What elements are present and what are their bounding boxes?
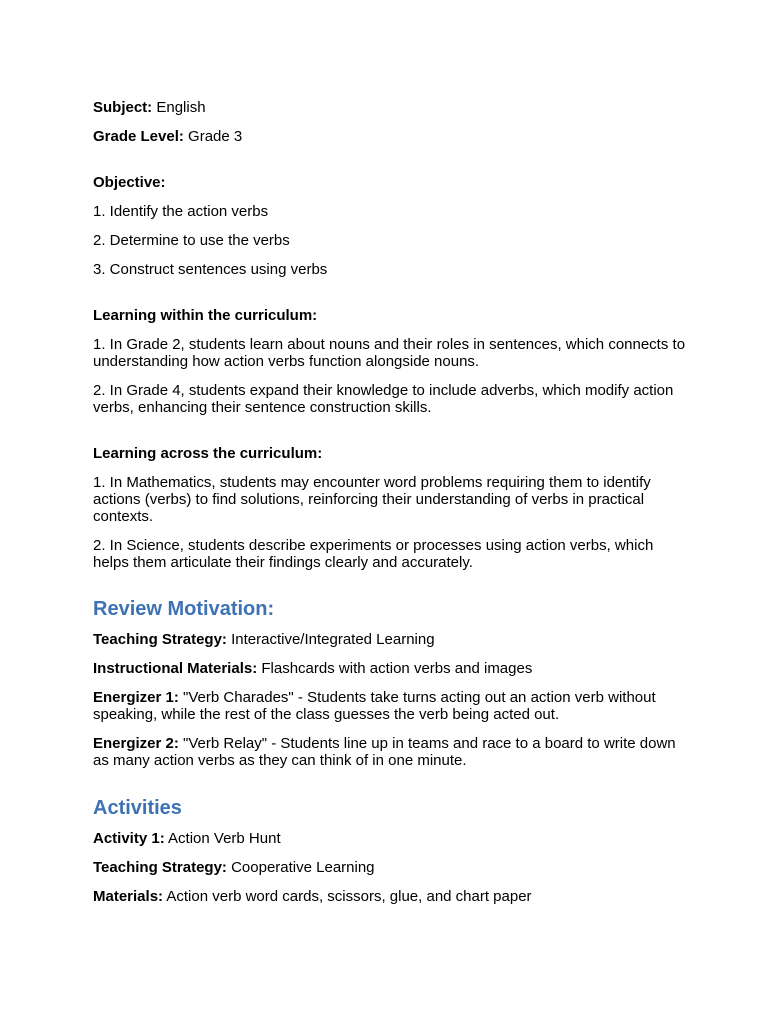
review-materials-label: Instructional Materials: <box>93 660 258 677</box>
activities-strategy-value: Cooperative Learning <box>231 859 375 876</box>
objective-item: 3. Construct sentences using verbs <box>93 261 328 278</box>
objective-item: 2. Determine to use the verbs <box>93 232 290 249</box>
activities-materials-value: Action verb word cards, scissors, glue, and chart paper <box>166 888 532 905</box>
objective-heading: Objective: <box>93 174 166 191</box>
across-curriculum-heading: Learning across the curriculum: <box>93 445 323 462</box>
subject-value: English <box>156 99 206 116</box>
review-strategy-label: Teaching Strategy: <box>93 631 227 648</box>
subject-label: Subject: <box>93 99 153 116</box>
activity-1-label: Activity 1: <box>93 830 165 847</box>
review-materials-value: Flashcards with action verbs and images <box>261 660 533 677</box>
review-motivation-heading: Review Motivation: <box>93 598 275 620</box>
grade-label: Grade Level: <box>93 128 184 145</box>
activities-strategy-label: Teaching Strategy: <box>93 859 227 876</box>
activities-strategy-line <box>93 859 693 876</box>
energizer-2-line <box>93 735 693 769</box>
activities-heading: Activities <box>93 797 182 819</box>
across-curriculum-item: 2. In Science, students describe experiments or processes using action verbs, which helps them articulate their findings clearly and accurately. <box>93 537 654 571</box>
activity-1-line <box>93 830 693 847</box>
grade-value: Grade 3 <box>188 128 243 145</box>
energizer-1-line <box>93 689 693 723</box>
grade-line <box>93 128 693 145</box>
energizer-2-label: Energizer 2: <box>93 735 179 752</box>
objective-item: 1. Identify the action verbs <box>93 203 269 220</box>
subject-line <box>93 99 693 116</box>
within-curriculum-heading: Learning within the curriculum: <box>93 307 318 324</box>
across-curriculum-item: 1. In Mathematics, students may encounter word problems requiring them to identify actions (verbs) to find solutions, reinforcing their understanding of verbs in practical contexts. <box>93 474 651 525</box>
energizer-2-value: "Verb Relay" - Students line up in teams and race to a board to write down as many action verbs as they can think of in one minute. <box>93 735 676 769</box>
activity-1-value: Action Verb Hunt <box>168 830 281 847</box>
activities-materials-label: Materials: <box>93 888 164 905</box>
review-strategy-line <box>93 631 693 648</box>
energizer-1-value: "Verb Charades" - Students take turns acting out an action verb without speaking, while the rest of the class guesses the verb being acted out. <box>93 689 656 723</box>
energizer-1-label: Energizer 1: <box>93 689 179 706</box>
review-strategy-value: Interactive/Integrated Learning <box>231 631 435 648</box>
activities-materials-line <box>93 888 693 905</box>
document-page <box>93 99 693 917</box>
review-materials-line <box>93 660 693 677</box>
within-curriculum-item: 2. In Grade 4, students expand their knowledge to include adverbs, which modify action verbs, enhancing their sentence construction skills. <box>93 382 674 416</box>
within-curriculum-item: 1. In Grade 2, students learn about nouns and their roles in sentences, which connects to understanding how action verbs function alongside nouns. <box>93 336 686 370</box>
